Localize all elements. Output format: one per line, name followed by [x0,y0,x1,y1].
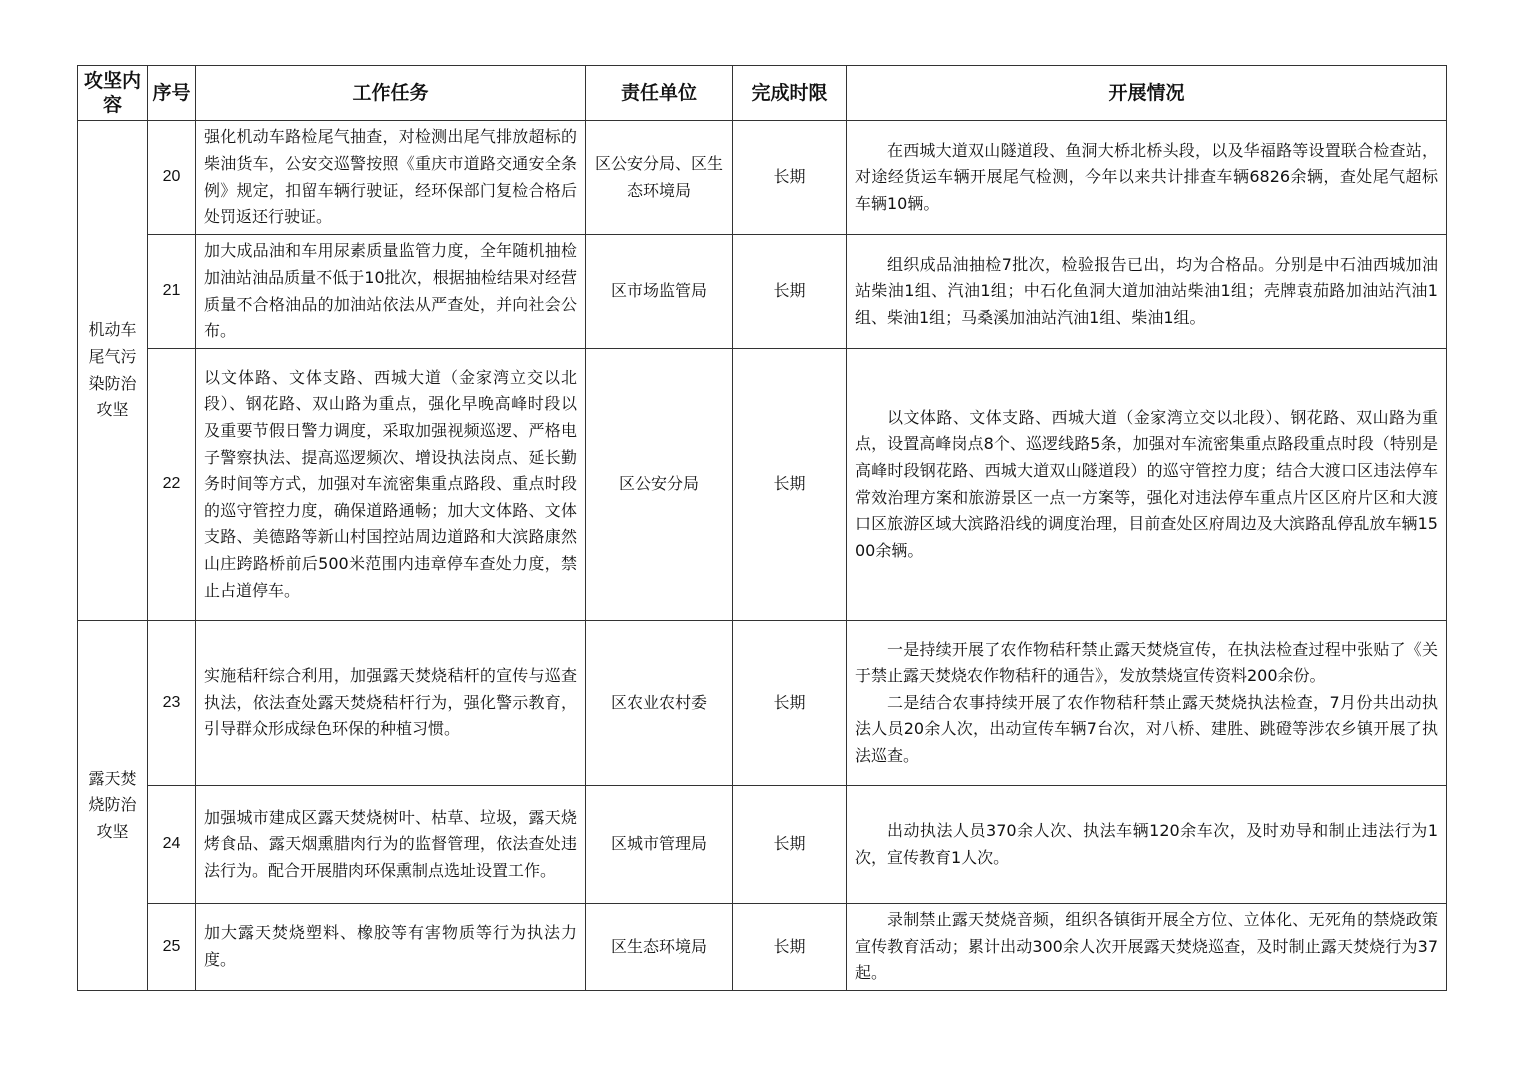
row-deadline: 长期 [733,621,847,786]
row-task: 实施秸秆综合利用，加强露天焚烧秸杆的宣传与巡查执法，依法查处露天焚烧秸杆行为，强化警示教育，引导群众形成绿色环保的种植习惯。 [196,621,586,786]
table-row [78,121,1447,235]
header-row [78,66,1447,121]
table-row [78,621,1447,786]
row-task: 加强城市建成区露天焚烧树叶、枯草、垃圾，露天烧烤食品、露天烟熏腊肉行为的监督管理，依法查处违法行为。配合开展腊肉环保熏制点选址设置工作。 [196,786,586,904]
row-deadline: 长期 [733,904,847,991]
row-unit: 区城市管理局 [586,786,733,904]
header-unit: 责任单位 [586,66,733,121]
row-progress [847,621,1447,786]
row-unit: 区市场监管局 [586,235,733,349]
row-task: 加大成品油和车用尿素质量监管力度，全年随机抽检加油站油品质量不低于10批次，根据抽检结果对经营质量不合格油品的加油站依法从严查处，并向社会公布。 [196,235,586,349]
row-unit: 区农业农村委 [586,621,733,786]
row-deadline: 长期 [733,121,847,235]
progress-paragraph: 出动执法人员370余人次、执法车辆120余车次，及时劝导和制止违法行为1次，宣传教育1人次。 [855,820,1438,867]
row-deadline: 长期 [733,349,847,621]
progress-paragraph: 组织成品油抽检7批次，检验报告已出，均为合格品。分别是中石油西城加油站柴油1组、汽油1组；中石化鱼洞大道加油站柴油1组；壳牌袁茄路加油站汽油1组、柴油1组；马桑溪加油站汽油1组、柴油1组。 [855,254,1438,327]
row-progress [847,904,1447,991]
header-task: 工作任务 [196,66,586,121]
row-deadline: 长期 [733,786,847,904]
table-row [78,786,1447,904]
table-row [78,349,1447,621]
row-task: 强化机动车路检尾气抽查，对检测出尾气排放超标的柴油货车，公安交巡警按照《重庆市道路交通安全条例》规定，扣留车辆行驶证，经环保部门复检合格后处罚返还行驶证。 [196,121,586,235]
task-table [77,65,1447,991]
category-vehicle: 机动车尾气污染防治攻坚 [78,121,148,621]
row-num: 21 [148,235,196,349]
header-num: 序号 [148,66,196,121]
header-progress: 开展情况 [847,66,1447,121]
row-unit: 区公安分局 [586,349,733,621]
row-progress [847,235,1447,349]
row-deadline: 长期 [733,235,847,349]
row-progress [847,349,1447,621]
row-num: 23 [148,621,196,786]
row-num: 20 [148,121,196,235]
header-category: 攻坚内容 [78,66,148,121]
row-num: 24 [148,786,196,904]
row-task: 以文体路、文体支路、西城大道（金家湾立交以北段）、钢花路、双山路为重点，强化早晚高峰时段以及重要节假日警力调度，采取加强视频巡逻、严格电子警察执法、提高巡逻频次、增设执法岗点、延长勤务时间等方式，加强对车流密集重点路段、重点时段的巡守管控力度，确保道路通畅；加大文体路、文体支路、美德路等新山村国控站周边道路和大滨路康然山庄跨路桥前后500米范围内违章停车查处力度，禁止占道停车。 [196,349,586,621]
row-progress [847,786,1447,904]
row-task: 加大露天焚烧塑料、橡胶等有害物质等行为执法力度。 [196,904,586,991]
table-row [78,235,1447,349]
row-num: 22 [148,349,196,621]
row-progress [847,121,1447,235]
table-row [78,904,1447,991]
row-unit: 区生态环境局 [586,904,733,991]
row-num: 25 [148,904,196,991]
progress-paragraph: 以文体路、文体支路、西城大道（金家湾立交以北段）、钢花路、双山路为重点，设置高峰岗点8个、巡逻线路5条，加强对车流密集重点路段重点时段（特别是高峰时段钢花路、西城大道双山隧道段）的巡守管控力度；结合大渡口区违法停车常效治理方案和旅游景区一点一方案等，强化对违法停车重点片区区府片区和大渡口区旅游区域大滨路沿线的调度治理，目前查处区府周边及大滨路乱停乱放车辆1500余辆。 [855,407,1438,560]
header-deadline: 完成时限 [733,66,847,121]
progress-paragraph: 在西城大道双山隧道段、鱼洞大桥北桥头段，以及华福路等设置联合检查站，对途经货运车辆开展尾气检测，今年以来共计排查车辆6826余辆，查处尾气超标车辆10辆。 [855,140,1438,213]
progress-paragraph: 录制禁止露天焚烧音频，组织各镇街开展全方位、立体化、无死角的禁烧政策宣传教育活动；累计出动300余人次开展露天焚烧巡查，及时制止露天焚烧行为37起。 [855,910,1438,983]
row-unit: 区公安分局、区生态环境局 [586,121,733,235]
progress-paragraph: 一是持续开展了农作物秸秆禁止露天焚烧宣传，在执法检查过程中张贴了《关于禁止露天焚烧农作物秸秆的通告》，发放禁烧宣传资料200余份。 [855,639,1438,686]
category-burning: 露天焚烧防治攻坚 [78,621,148,991]
progress-paragraph: 二是结合农事持续开展了农作物秸秆禁止露天焚烧执法检查，7月份共出动执法人员20余人次，出动宣传车辆7台次，对八桥、建胜、跳磴等涉农乡镇开展了执法巡查。 [855,692,1438,765]
